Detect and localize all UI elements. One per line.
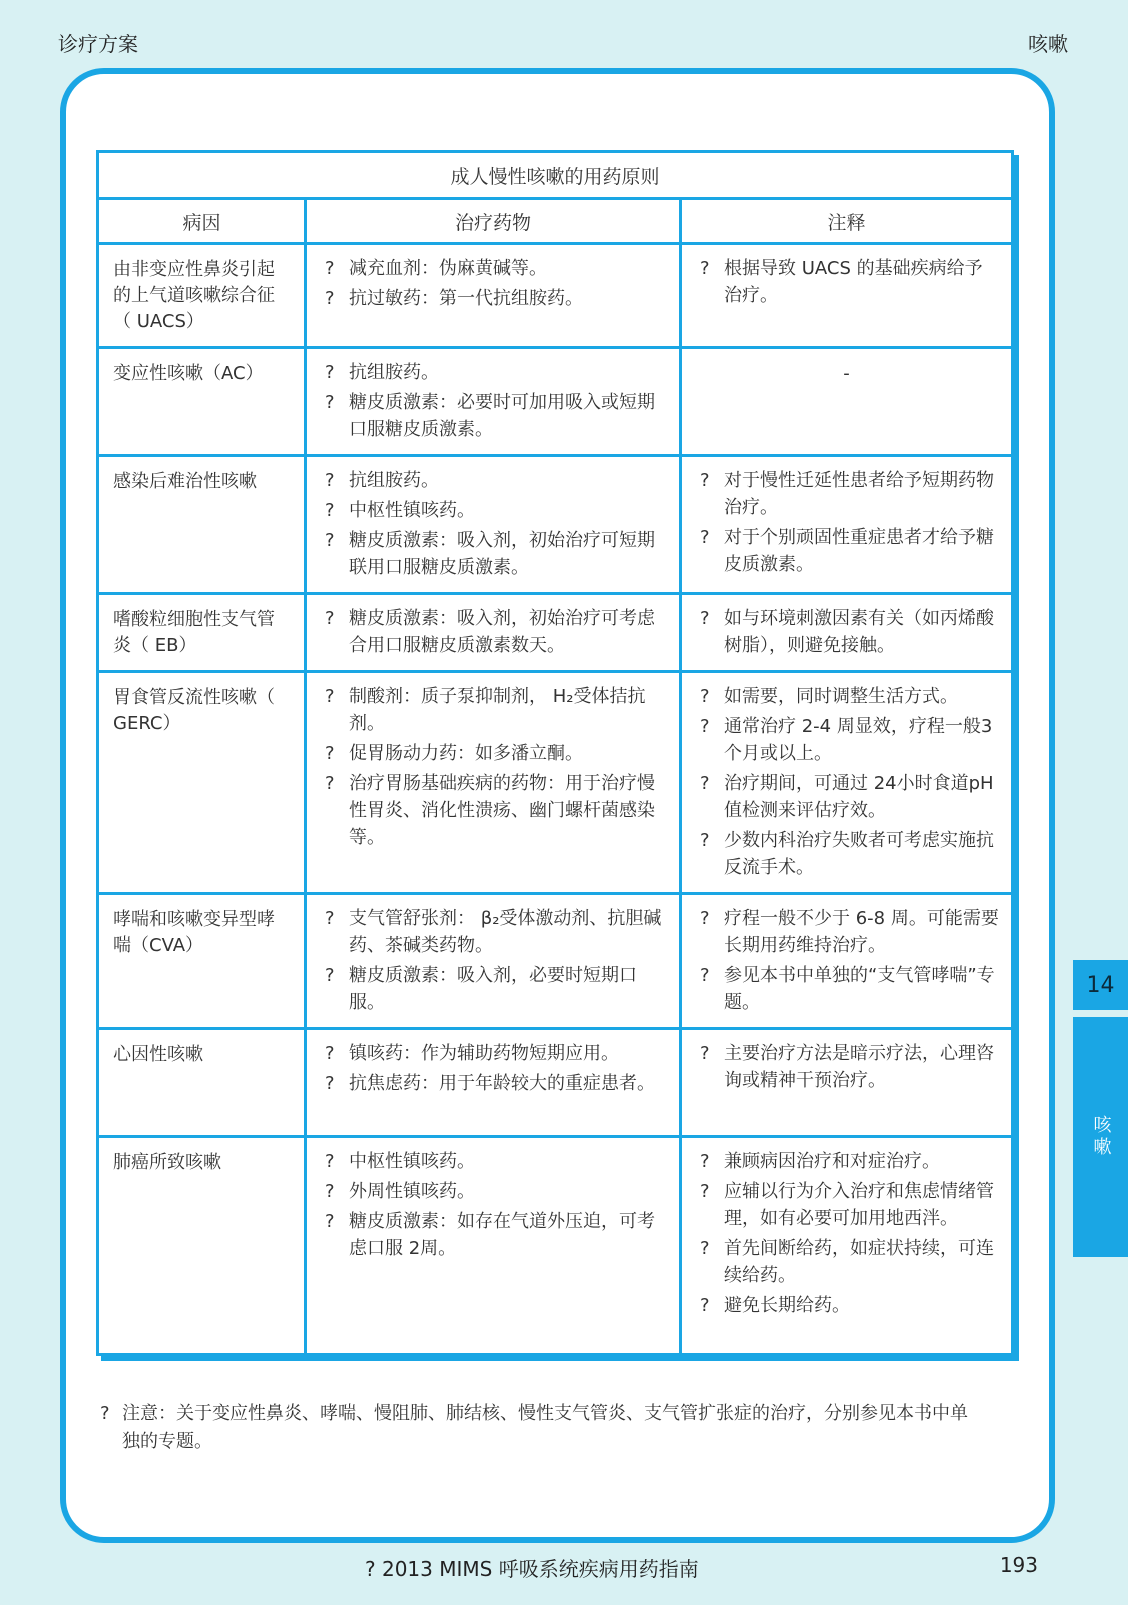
list-item: ? 治疗期间，可通过 24小时食道pH值检测来评估疗效。	[700, 770, 999, 824]
footer-title: ? 2013 MIMS 呼吸系统疾病用药指南	[365, 1557, 699, 1581]
drug-list	[307, 1138, 679, 1273]
list-item: ? 对于个别顽固性重症患者才给予糖皮质激素。	[700, 524, 999, 578]
notes-cell	[681, 894, 1013, 1029]
notes-cell	[681, 348, 1013, 456]
drug-list	[307, 673, 679, 862]
column-header-cause: 病因	[98, 199, 306, 244]
chapter-tab-number: 14	[1073, 960, 1128, 1010]
list-item: ? 少数内科治疗失败者可考虑实施抗反流手术。	[700, 827, 999, 881]
drug-list	[307, 457, 679, 592]
notes-list	[682, 595, 1011, 670]
list-item: ? 疗程一般不少于 6-8 周。可能需要长期用药维持治疗。	[700, 905, 999, 959]
list-item: ? 外周性镇咳药。	[325, 1178, 667, 1205]
list-item: ? 主要治疗方法是暗示疗法，心理咨询或精神干预治疗。	[700, 1040, 999, 1094]
drug-list	[307, 349, 679, 454]
table-title: 成人慢性咳嗽的用药原则	[98, 152, 1013, 199]
list-item: ? 支气管舒张剂： β₂受体激动剂、抗胆碱药、茶碱类药物。	[325, 905, 667, 959]
list-item: ? 中枢性镇咳药。	[325, 497, 667, 524]
bullet-marker: ?	[100, 1403, 110, 1424]
notes-cell	[681, 1137, 1013, 1355]
table-row	[98, 456, 1013, 594]
table-row	[98, 1029, 1013, 1137]
list-item: ? 通常治疗 2-4 周显效，疗程一般3个月或以上。	[700, 713, 999, 767]
column-header-notes: 注释	[681, 199, 1013, 244]
cause-cell: 感染后难治性咳嗽	[98, 456, 306, 594]
list-item: ? 糖皮质激素：吸入剂，初始治疗可考虑合用口服糖皮质激素数天。	[325, 605, 667, 659]
drug-list	[307, 895, 679, 1027]
notes-list	[682, 673, 1011, 892]
list-item: ? 避免长期给药。	[700, 1292, 999, 1319]
cause-cell: 心因性咳嗽	[98, 1029, 306, 1137]
list-item: ? 抗组胺药。	[325, 359, 667, 386]
page-number: 193	[999, 1553, 1038, 1577]
list-item: ? 减充血剂：伪麻黄碱等。	[325, 255, 667, 282]
list-item: ? 首先间断给药，如症状持续，可连续给药。	[700, 1235, 999, 1289]
list-item: ? 根据导致 UACS 的基础疾病给予治疗。	[700, 255, 999, 309]
list-item: ? 制酸剂：质子泵抑制剂， H₂受体拮抗剂。	[325, 683, 667, 737]
drugs-cell	[306, 244, 681, 348]
list-item: ? 中枢性镇咳药。	[325, 1148, 667, 1175]
table-row	[98, 348, 1013, 456]
list-item: ? 兼顾病因治疗和对症治疗。	[700, 1148, 999, 1175]
drugs-cell	[306, 1029, 681, 1137]
list-item: ? 镇咳药：作为辅助药物短期应用。	[325, 1040, 667, 1067]
list-item: ? 对于慢性迁延性患者给予短期药物治疗。	[700, 467, 999, 521]
list-item: ? 如与环境刺激因素有关（如丙烯酸树脂），则避免接触。	[700, 605, 999, 659]
list-item: ? 糖皮质激素：吸入剂，必要时短期口服。	[325, 962, 667, 1016]
table-container	[96, 150, 1014, 1356]
cause-cell: 胃食管反流性咳嗽（ GERC）	[98, 672, 306, 894]
table-row	[98, 1137, 1013, 1355]
cause-cell: 变应性咳嗽（AC）	[98, 348, 306, 456]
list-item: ? 治疗胃肠基础疾病的药物：用于治疗慢性胃炎、消化性溃疡、幽门螺杆菌感染等。	[325, 770, 667, 851]
chapter-tab-text: 咳嗽	[1090, 1115, 1112, 1159]
cause-cell: 由非变应性鼻炎引起的上气道咳嗽综合征（ UACS）	[98, 244, 306, 348]
notes-cell	[681, 456, 1013, 594]
table-row	[98, 244, 1013, 348]
notes-list	[682, 245, 1011, 320]
drugs-cell	[306, 348, 681, 456]
drugs-cell	[306, 594, 681, 672]
list-item: ? 糖皮质激素：如存在气道外压迫，可考虑口服 2周。	[325, 1208, 667, 1262]
notes-list	[682, 457, 1011, 589]
notes-cell	[681, 1029, 1013, 1137]
list-item: ? 参见本书中单独的“支气管哮喘”专题。	[700, 962, 999, 1016]
table-row	[98, 672, 1013, 894]
drug-list	[307, 595, 679, 670]
notes-list	[682, 1138, 1011, 1330]
chapter-tab-label	[1073, 1017, 1128, 1257]
cause-cell: 嗜酸粒细胞性支气管炎（ EB）	[98, 594, 306, 672]
list-item: ? 抗过敏药：第一代抗组胺药。	[325, 285, 667, 312]
medication-table	[96, 150, 1014, 1356]
notes-cell	[681, 244, 1013, 348]
drugs-cell	[306, 672, 681, 894]
list-item: ? 抗焦虑药：用于年龄较大的重症患者。	[325, 1070, 667, 1097]
table-row	[98, 894, 1013, 1029]
footnote	[100, 1400, 980, 1456]
notes-list	[682, 895, 1011, 1027]
drug-list	[307, 245, 679, 323]
drugs-cell	[306, 894, 681, 1029]
notes-cell	[681, 672, 1013, 894]
cause-cell: 肺癌所致咳嗽	[98, 1137, 306, 1355]
drugs-cell	[306, 1137, 681, 1355]
list-item: ? 抗组胺药。	[325, 467, 667, 494]
column-header-drugs: 治疗药物	[306, 199, 681, 244]
cause-cell: 哮喘和咳嗽变异型哮喘（CVA）	[98, 894, 306, 1029]
list-item: ? 促胃肠动力药：如多潘立酮。	[325, 740, 667, 767]
notes-list	[682, 1030, 1011, 1105]
notes-cell	[681, 594, 1013, 672]
header-topic: 咳嗽	[1028, 32, 1068, 56]
drugs-cell	[306, 456, 681, 594]
table-row	[98, 594, 1013, 672]
list-item: ? 糖皮质激素：吸入剂，初始治疗可短期联用口服糖皮质激素。	[325, 527, 667, 581]
footnote-text: 注意：关于变应性鼻炎、哮喘、慢阻肺、肺结核、慢性支气管炎、支气管扩张症的治疗，分别参见本书中单独的专题。	[122, 1403, 968, 1452]
drug-list	[307, 1030, 679, 1108]
header-section-title: 诊疗方案	[58, 32, 138, 56]
list-item: ? 如需要，同时调整生活方式。	[700, 683, 999, 710]
list-item: ? 应辅以行为介入治疗和焦虑情绪管理，如有必要可加用地西泮。	[700, 1178, 999, 1232]
list-item: ? 糖皮质激素：必要时可加用吸入或短期口服糖皮质激素。	[325, 389, 667, 443]
empty-note: -	[843, 363, 850, 384]
table-body	[98, 244, 1013, 1355]
